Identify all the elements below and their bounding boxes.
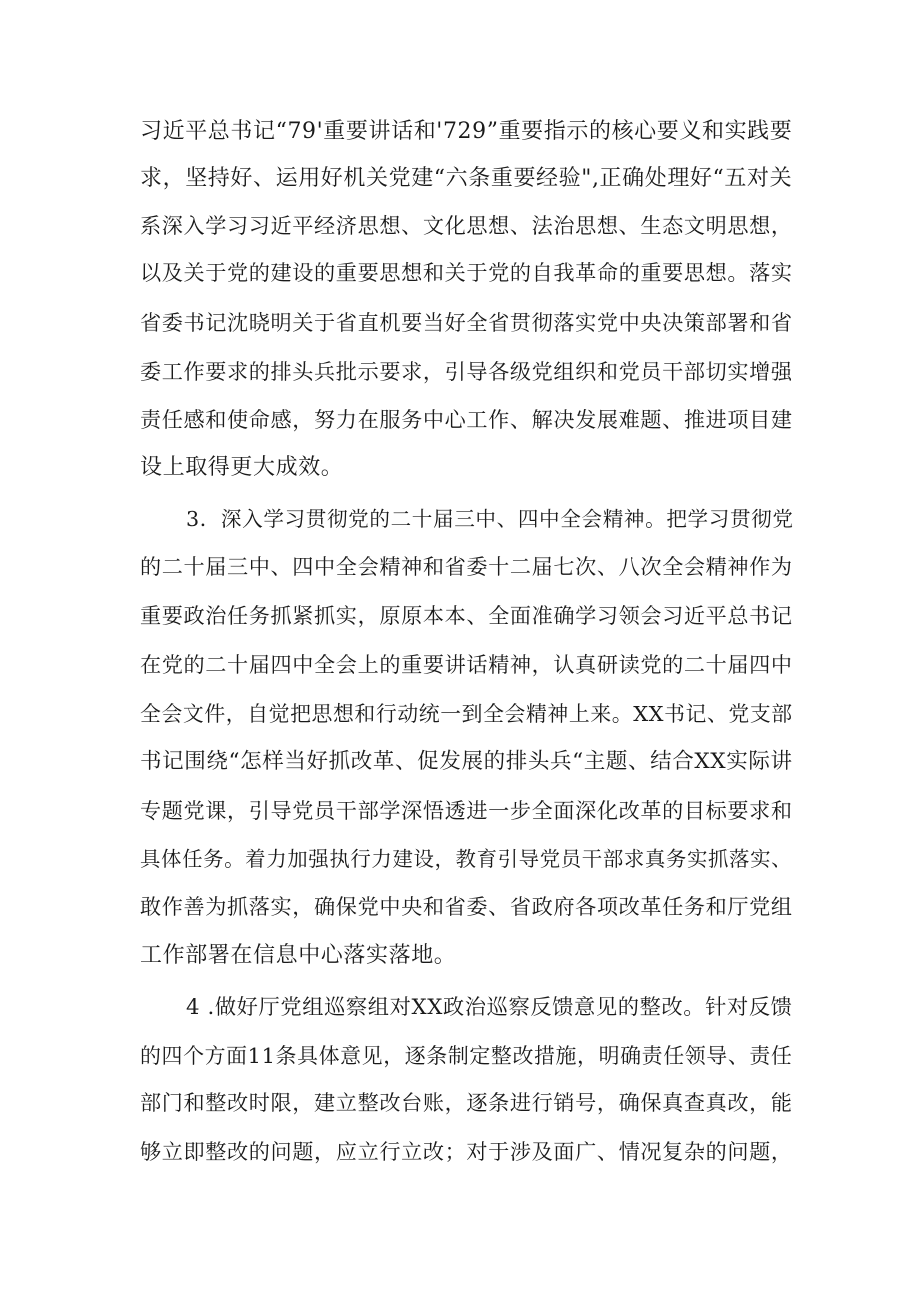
text-line: 敢作善为抓落实，确保党中央和省委、省政府各项改革任务和厅党组 [140, 894, 793, 919]
text-line: 的二十届三中、四中全会精神和省委十二届七次、八次全会精神作为 [140, 554, 793, 579]
text-line: 专题党课，引导党员干部学深悟透进一步全面深化改革的目标要求和 [140, 798, 793, 823]
text-line: 系深入学习习近平经济思想、文化思想、法治思想、生态文明思想， [140, 213, 793, 238]
paragraph-3-first-line: 3．深入学习贯彻党的二十届三中、四中全会精神。把学习贯彻党 [186, 507, 794, 531]
text-line: 设上取得更大成效。 [140, 455, 344, 480]
text-line: 书记围绕“怎样当好抓改革、促发展的排头兵“主题、结合XX实际讲 [140, 749, 793, 774]
text-line: 全会文件，自觉把思想和行动统一到全会精神上来。XX书记、党支部 [140, 702, 793, 726]
text-line: 习近平总书记“79'重要讲话和'729”重要指示的核心要义和实践要 [140, 119, 793, 144]
text-line: 具体任务。着力加强执行力建设，教育引导党员干部求真务实抓落实、 [140, 847, 793, 871]
paragraph-4-first-line: 4 .做好厅党组巡察组对XX政治巡察反馈意见的整改。针对反馈 [186, 995, 793, 1020]
text-line: 在党的二十届四中全会上的重要讲话精神，认真研读党的二十届四中 [140, 652, 793, 677]
text-line: 省委书记沈晓明关于省直机要当好全省贯彻落实党中央决策部署和省 [140, 310, 793, 335]
text-line: 求，坚持好、运用好机关党建“六条重要经验",正确处理好“五对关 [140, 166, 793, 191]
text-line: 重要政治任务抓紧抓实，原原本本、全面准确学习领会习近平总书记 [140, 603, 793, 628]
text-line: 的四个方面11条具体意见，逐条制定整改措施，明确责任领导、责任 [140, 1044, 793, 1068]
text-line: 委工作要求的排头兵批示要求，引导各级党组织和党员干部切实增强 [140, 359, 793, 384]
text-line: 以及关于党的建设的重要思想和关于党的自我革命的重要思想。落实 [140, 260, 793, 285]
text-line: 工作部署在信息中心落实落地。 [140, 943, 457, 968]
text-line: 责任感和使命感，努力在服务中心工作、解决发展难题、推进项目建 [140, 407, 793, 432]
text-line: 够立即整改的问题，应立行立改；对于涉及面广、情况复杂的问题， [140, 1139, 793, 1164]
text-line: 部门和整改时限，建立整改台账，逐条进行销号，确保真查真改，能 [140, 1090, 793, 1115]
